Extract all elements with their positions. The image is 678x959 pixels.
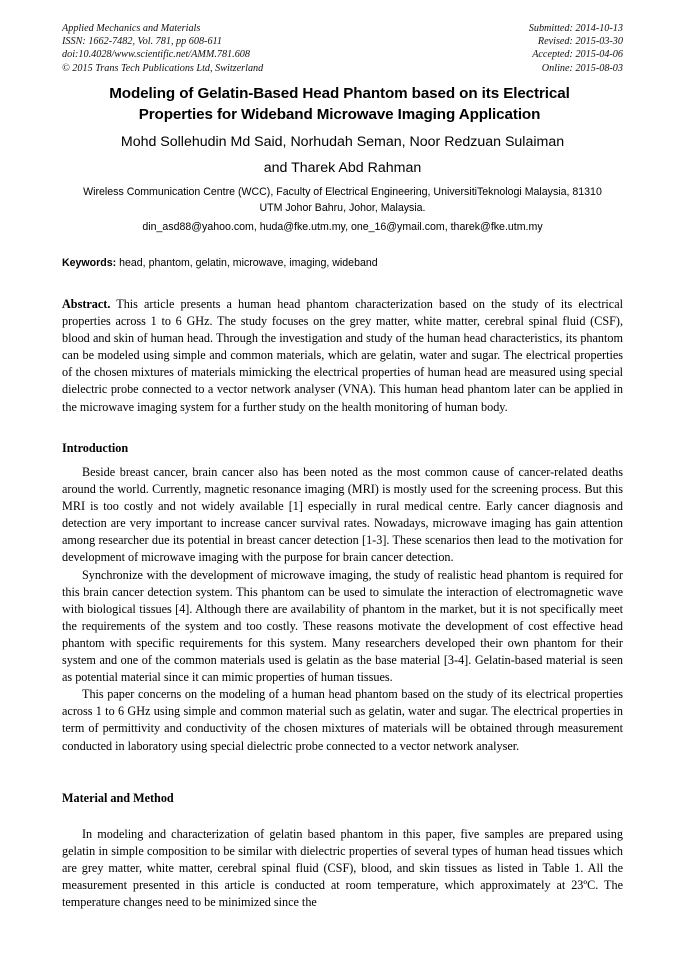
journal-header (62, 22, 623, 75)
date-submitted: Submitted: 2014-10-13 (528, 23, 623, 34)
affiliation: Wireless Communication Centre (WCC), Faculty of Electrical Engineering, UniversitiTeknologi Malaysia, 81310 UTM Johor Bahru, Johor, Malaysia. (83, 186, 602, 214)
date-online: Online: 2015-08-03 (541, 62, 623, 74)
date-accepted: Accepted: 2015-04-06 (532, 49, 623, 61)
paragraph: Beside breast cancer, brain cancer also has been noted as the most common cause of cancer-related deaths around the world. Currently, magnetic resonance imaging (MRI) is mostly used for the screening process. But this MRI is too costly and not widely available [1] especially in rural medical centre. Early cancer diagnosis and detection are very important to increase cancer survival rates. Nowadays, microwave imaging has gain attention among researcher due its potential in breast cancer detection [1-3]. These scenarios then lead to the motivation for development of microwave imaging with the purpose for brain cancer detection. (62, 465, 623, 565)
author-line-2: and Tharek Abd Rahman (263, 160, 422, 176)
abstract (62, 296, 623, 416)
abstract-label: Abstract. (62, 297, 111, 311)
section-body-material-and-method (62, 826, 623, 911)
abstract-paragraph (62, 296, 623, 416)
journal-doi: doi:10.4028/www.scientific.net/AMM.781.608 (62, 49, 250, 61)
author-list (62, 129, 623, 181)
journal-issn: ISSN: 1662-7482, Vol. 781, pp 608-611 (62, 36, 222, 48)
section-heading-introduction: Introduction (62, 441, 129, 455)
paragraph: Synchronize with the development of microwave imaging, the study of realistic head phantom is required for this brain cancer detection system. This phantom can be used to simulate the interaction of electromagnetic wave with biological tissues [4]. Although there are availability of phantom in the market, but it is not specifically meet the requirements of the system and too costly. These reasons motivate the development of cost effective head phantom with specific requirements for this system. Many researchers developed their own phantom for their system and one of the common materials used is gelatin as the base material [3-4]. Gelatin-based material is seen as potential material since it can mimic properties of human tissues. (62, 567, 623, 685)
date-revised: Revised: 2015-03-30 (537, 36, 623, 48)
author-line-1: Mohd Sollehudin Md Said, Norhudah Seman, Noor Redzuan Sulaiman (120, 134, 565, 150)
paragraph: In modeling and characterization of gelatin based phantom in this paper, five samples are prepared using gelatin in simple composition to be similar with dielectric properties of several types of human head tissues which are grey matter, white matter, cerebral spinal fluid (CSF), blood, and skin tissues as listed in Table 1. All the measurement presented in this article is conducted at room temperature, which approximately at 23ºC. The temperature changes need to be minimized since the (62, 827, 623, 910)
keywords-label: Keywords: (62, 257, 117, 269)
section-heading-material-and-method: Material and Method (62, 791, 174, 805)
author-emails: din_asd88@yahoo.com, huda@fke.utm.my, one_16@ymail.com, tharek@fke.utm.my (142, 221, 543, 233)
journal-header-left (62, 22, 263, 75)
paragraph: This paper concerns on the modeling of a human head phantom based on the study of its electrical properties across 1 to 6 GHz using simple and common material such as gelatin, water and sugar. The electrical properties in term of permittivity and conductivity of the chosen mixtures of materials will be obtained through measurement conducted in laboratory using special dielectric probe connected to a vector network analyser. (62, 687, 623, 753)
journal-copyright: © 2015 Trans Tech Publications Ltd, Switzerland (62, 62, 264, 74)
keywords (62, 256, 623, 271)
abstract-text: This article presents a human head phantom characterization based on the study of its electrical properties across 1 to 6 GHz. The study focuses on the grey matter, white matter, cerebral spinal fluid (CSF), blood and skin of human head. Through the investigation and study of the human head characteristics, its phantom can be modeled using simple and common materials, which are gelatin, water and sugar. The electrical properties of the chosen mixtures of materials mimicking the electrical properties of human head are measured using special dielectric probe connected to a vector network analyser (VNA). This human head phantom later can be applied in the microwave imaging system for a further study on the health monitoring of human body. (62, 297, 623, 414)
journal-name: Applied Mechanics and Materials (62, 23, 201, 34)
keywords-value: head, phantom, gelatin, microwave, imaging, wideband (116, 257, 378, 269)
paper-title: Modeling of Gelatin-Based Head Phantom based on its Electrical Properties for Wideband Microwave Imaging Application (109, 85, 570, 123)
journal-header-right (529, 22, 623, 75)
section-body-introduction (62, 464, 623, 755)
